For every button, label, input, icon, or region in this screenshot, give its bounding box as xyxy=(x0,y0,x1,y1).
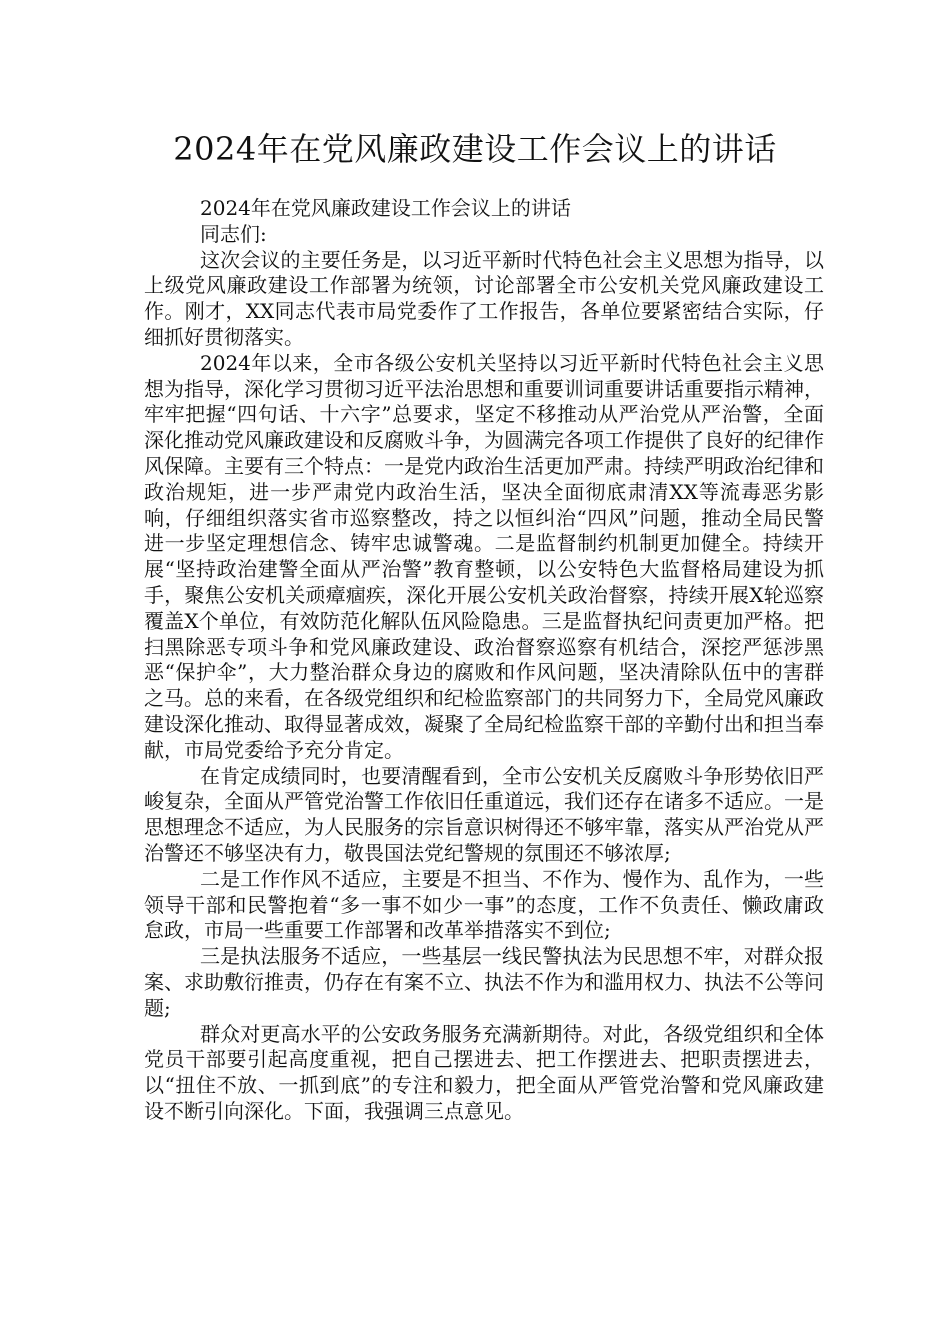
body-paragraph: 二是工作作风不适应，主要是不担当、不作为、慢作为、乱作为，一些领导干部和民警抱着“多一事不如少一事”的态度，工作不负责任、懒政庸政怠政，市局一些重要工作部署和改革举措落实不到位; xyxy=(144,866,824,943)
document-body xyxy=(144,196,824,1125)
body-paragraph: 三是执法服务不适应，一些基层一线民警执法为民思想不牢，对群众报案、求助敷衍推责，仍存在有案不立、执法不作为和滥用权力、执法不公等问题; xyxy=(144,944,824,1020)
body-paragraph: 2024年以来，全市各级公安机关坚持以习近平新时代特色社会主义思想为指导，深化学习贯彻习近平法治思想和重要训词重要讲话重要指示精神，牢牢把握“四句话、十六字”总要求，坚定不移推动从严治党从严治警，全面深化推动党风廉政建设和反腐败斗争，为圆满完各项工作提供了良好的纪律作风保障。主要有三个特点：一是党内政治生活更加严肃。持续严明政治纪律和政治规矩，进一步严肃党内政治生活，坚决全面彻底肃清XX等流毒恶劣影响，仔细组织落实省市巡察整改，持之以恒纠治“四风”问题，推动全局民警进一步坚定理想信念、铸牢忠诚警魂。二是监督制约机制更加健全。持续开展“坚持政治建警全面从严治警”教育整顿，以公安特色大监督格局建设为抓手，聚焦公安机关顽瘴痼疾，深化开展公安机关政治督察，持续开展X轮巡察覆盖X个单位，有效防范化解队伍风险隐患。三是监督执纪问责更加严格。把扫黑除恶专项斗争和党风廉政建设、政治督察巡察有机结合，深挖严惩涉黑恶“保护伞”，大力整治群众身边的腐败和作风问题，坚决清除队伍中的害群之马。总的来看，在各级党组织和纪检监察部门的共同努力下，全局党风廉政建设深化推动、取得显著成效，凝聚了全局纪检监察干部的辛勤付出和担当奉献，市局党委给予充分肯定。 xyxy=(144,350,824,762)
document-title: 2024年在党风廉政建设工作会议上的讲话 xyxy=(173,130,777,168)
subtitle-paragraph: 2024年在党风廉政建设工作会议上的讲话 xyxy=(200,196,571,220)
salutation-paragraph: 同志们: xyxy=(200,221,267,246)
body-paragraph: 在肯定成绩同时，也要清醒看到，全市公安机关反腐败斗争形势依旧严峻复杂，全面从严管党治警工作依旧任重道远，我们还存在诸多不适应。一是思想理念不适应，为人民服务的宗旨意识树得还不够牢靠，落实从严治党从严治警还不够坚决有力，敬畏国法党纪警规的氛围还不够浓厚; xyxy=(144,763,824,865)
body-paragraph: 这次会议的主要任务是，以习近平新时代特色社会主义思想为指导，以上级党风廉政建设工作部署为统领，讨论部署全市公安机关党风廉政建设工作。刚才，XX同志代表市局党委作了工作报告，各单位要紧密结合实际，仔细抓好贯彻落实。 xyxy=(144,247,824,349)
body-paragraph: 群众对更高水平的公安政务服务充满新期待。对此，各级党组织和全体党员干部要引起高度重视，把自己摆进去、把工作摆进去、把职责摆进去，以“扭住不放、一抓到底”的专注和毅力，把全面从严管党治警和党风廉政建设不断引向深化。下面，我强调三点意见。 xyxy=(144,1021,824,1123)
